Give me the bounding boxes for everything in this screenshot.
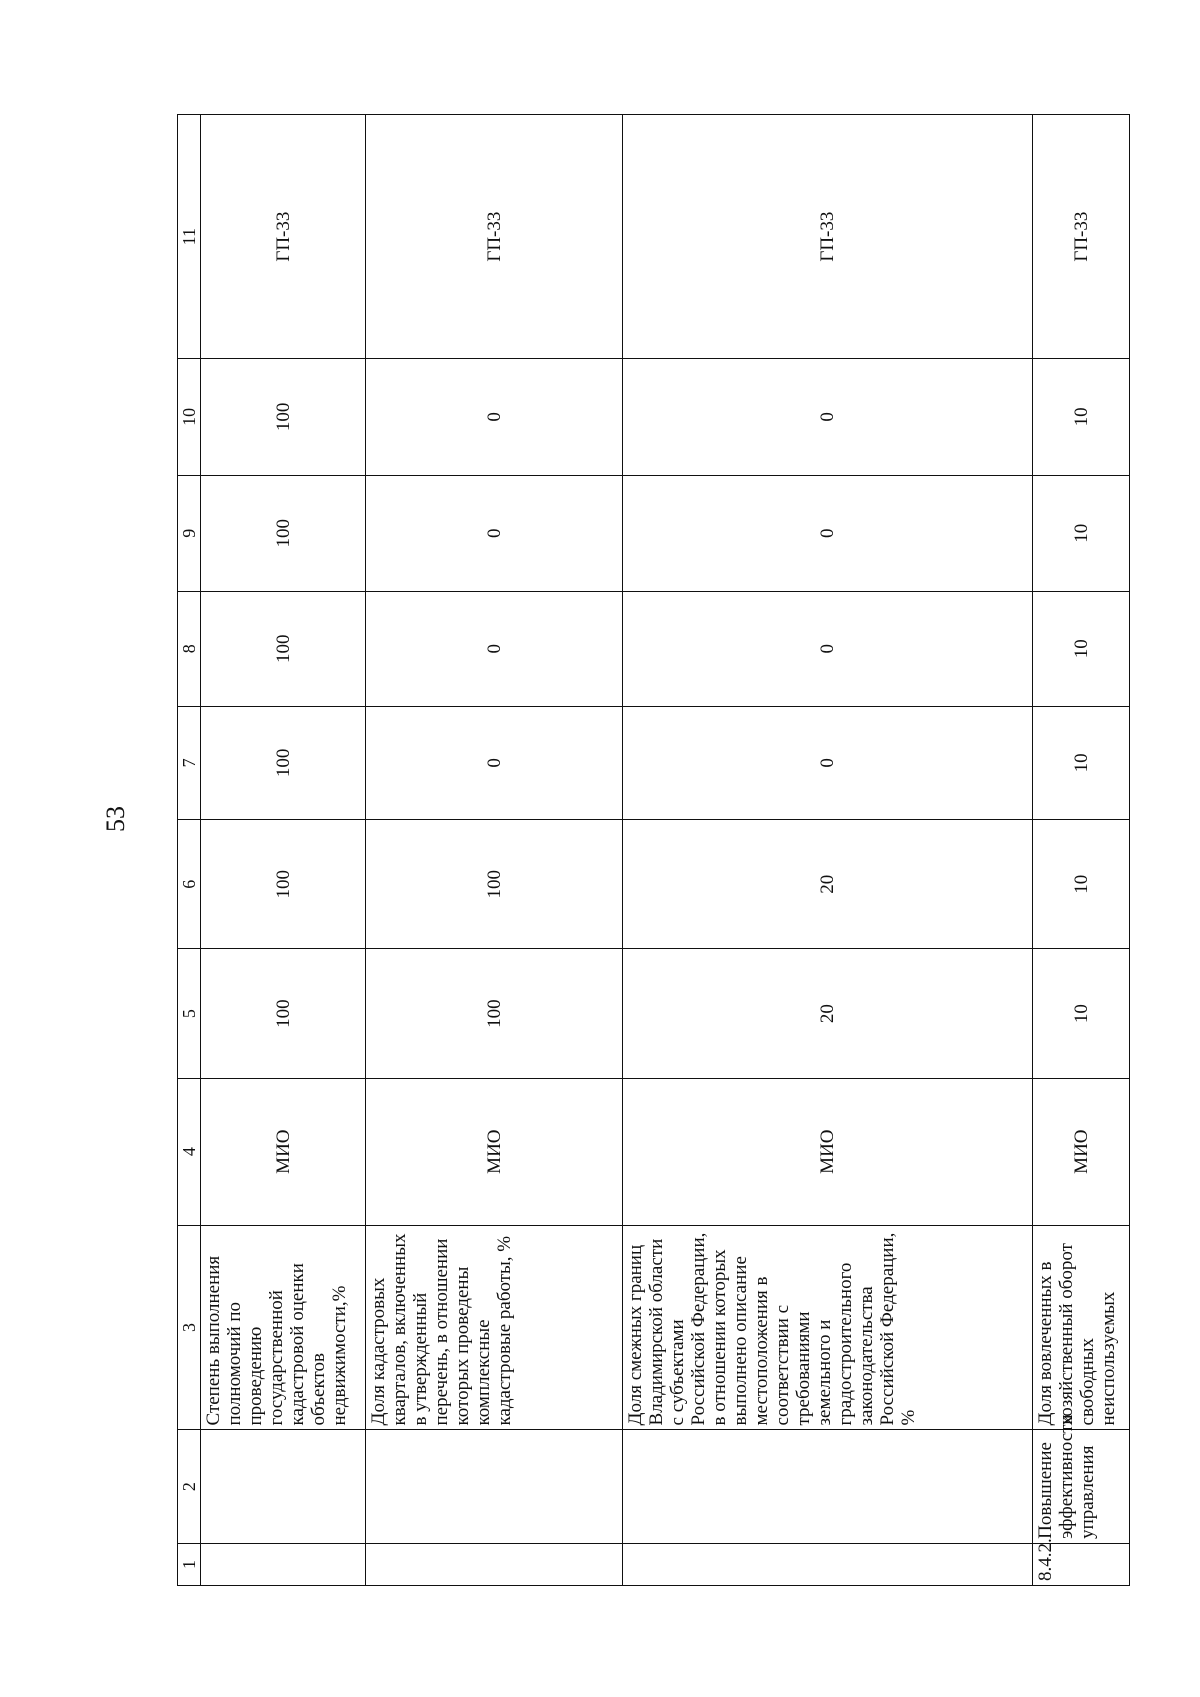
table-row [1033, 115, 1130, 1586]
column-header: 9 [178, 475, 201, 591]
row-indicator: Доля смежных границ Владимирской области с субъектами Российской Федерации, в отношении которых выполнено описание местоположения в соответствии с требованиями земельного и градостроительного законодательства Российской Федерации, % [623, 1225, 1033, 1430]
row-goal [623, 1430, 1033, 1543]
column-header: 8 [178, 591, 201, 706]
row-value: 100 [201, 949, 366, 1078]
table-row [366, 115, 623, 1586]
row-value: 0 [366, 359, 623, 475]
page-number: 53 [101, 806, 130, 832]
row-source: ГП-33 [366, 115, 623, 359]
row-value: 0 [366, 475, 623, 591]
column-header: 1 [178, 1543, 201, 1585]
row-executor: МИО [623, 1078, 1033, 1225]
row-value: 10 [1033, 820, 1130, 949]
row-value: 100 [201, 359, 366, 475]
row-indicator: Доля вовлеченных в хозяйственный оборот свободных неиспользуемых [1033, 1225, 1130, 1430]
row-value: 10 [1033, 591, 1130, 706]
row-value: 10 [1033, 706, 1130, 819]
row-value: 10 [1033, 359, 1130, 475]
table-row [201, 115, 366, 1586]
table-row [623, 115, 1033, 1586]
row-value: 100 [201, 706, 366, 819]
row-executor: МИО [201, 1078, 366, 1225]
row-indicator: Степень выполнения полномочий по проведению государственной кадастровой оценки объектов недвижимости,% [201, 1225, 366, 1430]
row-value: 100 [366, 820, 623, 949]
header-row [178, 115, 201, 1586]
column-header: 6 [178, 820, 201, 949]
row-number [201, 1543, 366, 1585]
column-header: 10 [178, 359, 201, 475]
row-executor: МИО [1033, 1078, 1130, 1225]
row-value: 0 [623, 706, 1033, 819]
column-header: 11 [178, 115, 201, 359]
row-number [366, 1543, 623, 1585]
table-frame [177, 114, 1119, 1586]
indicator-table [177, 114, 1130, 1586]
row-goal [201, 1430, 366, 1543]
row-value: 10 [1033, 475, 1130, 591]
row-value: 100 [201, 591, 366, 706]
row-value: 0 [366, 706, 623, 819]
row-value: 20 [623, 820, 1033, 949]
row-goal: Повышение эффективности управления [1033, 1430, 1130, 1543]
row-source: ГП-33 [623, 115, 1033, 359]
column-header: 4 [178, 1078, 201, 1225]
row-value: 0 [623, 475, 1033, 591]
row-value: 100 [366, 949, 623, 1078]
row-number: 8.4.2. [1033, 1543, 1130, 1585]
row-value: 100 [201, 820, 366, 949]
row-number [623, 1543, 1033, 1585]
row-value: 0 [623, 591, 1033, 706]
column-header: 5 [178, 949, 201, 1078]
column-header: 3 [178, 1225, 201, 1430]
row-value: 0 [366, 591, 623, 706]
row-value: 100 [201, 475, 366, 591]
row-executor: МИО [366, 1078, 623, 1225]
row-value: 20 [623, 949, 1033, 1078]
row-goal [366, 1430, 623, 1543]
row-value: 0 [623, 359, 1033, 475]
row-source: ГП-33 [1033, 115, 1130, 359]
column-header: 2 [178, 1430, 201, 1543]
column-header: 7 [178, 706, 201, 819]
row-indicator: Доля кадастровых кварталов, включенных в утвержденный перечень, в отношении которых проведены комплексные кадастровые работы, % [366, 1225, 623, 1430]
row-value: 10 [1033, 949, 1130, 1078]
row-source: ГП-33 [201, 115, 366, 359]
